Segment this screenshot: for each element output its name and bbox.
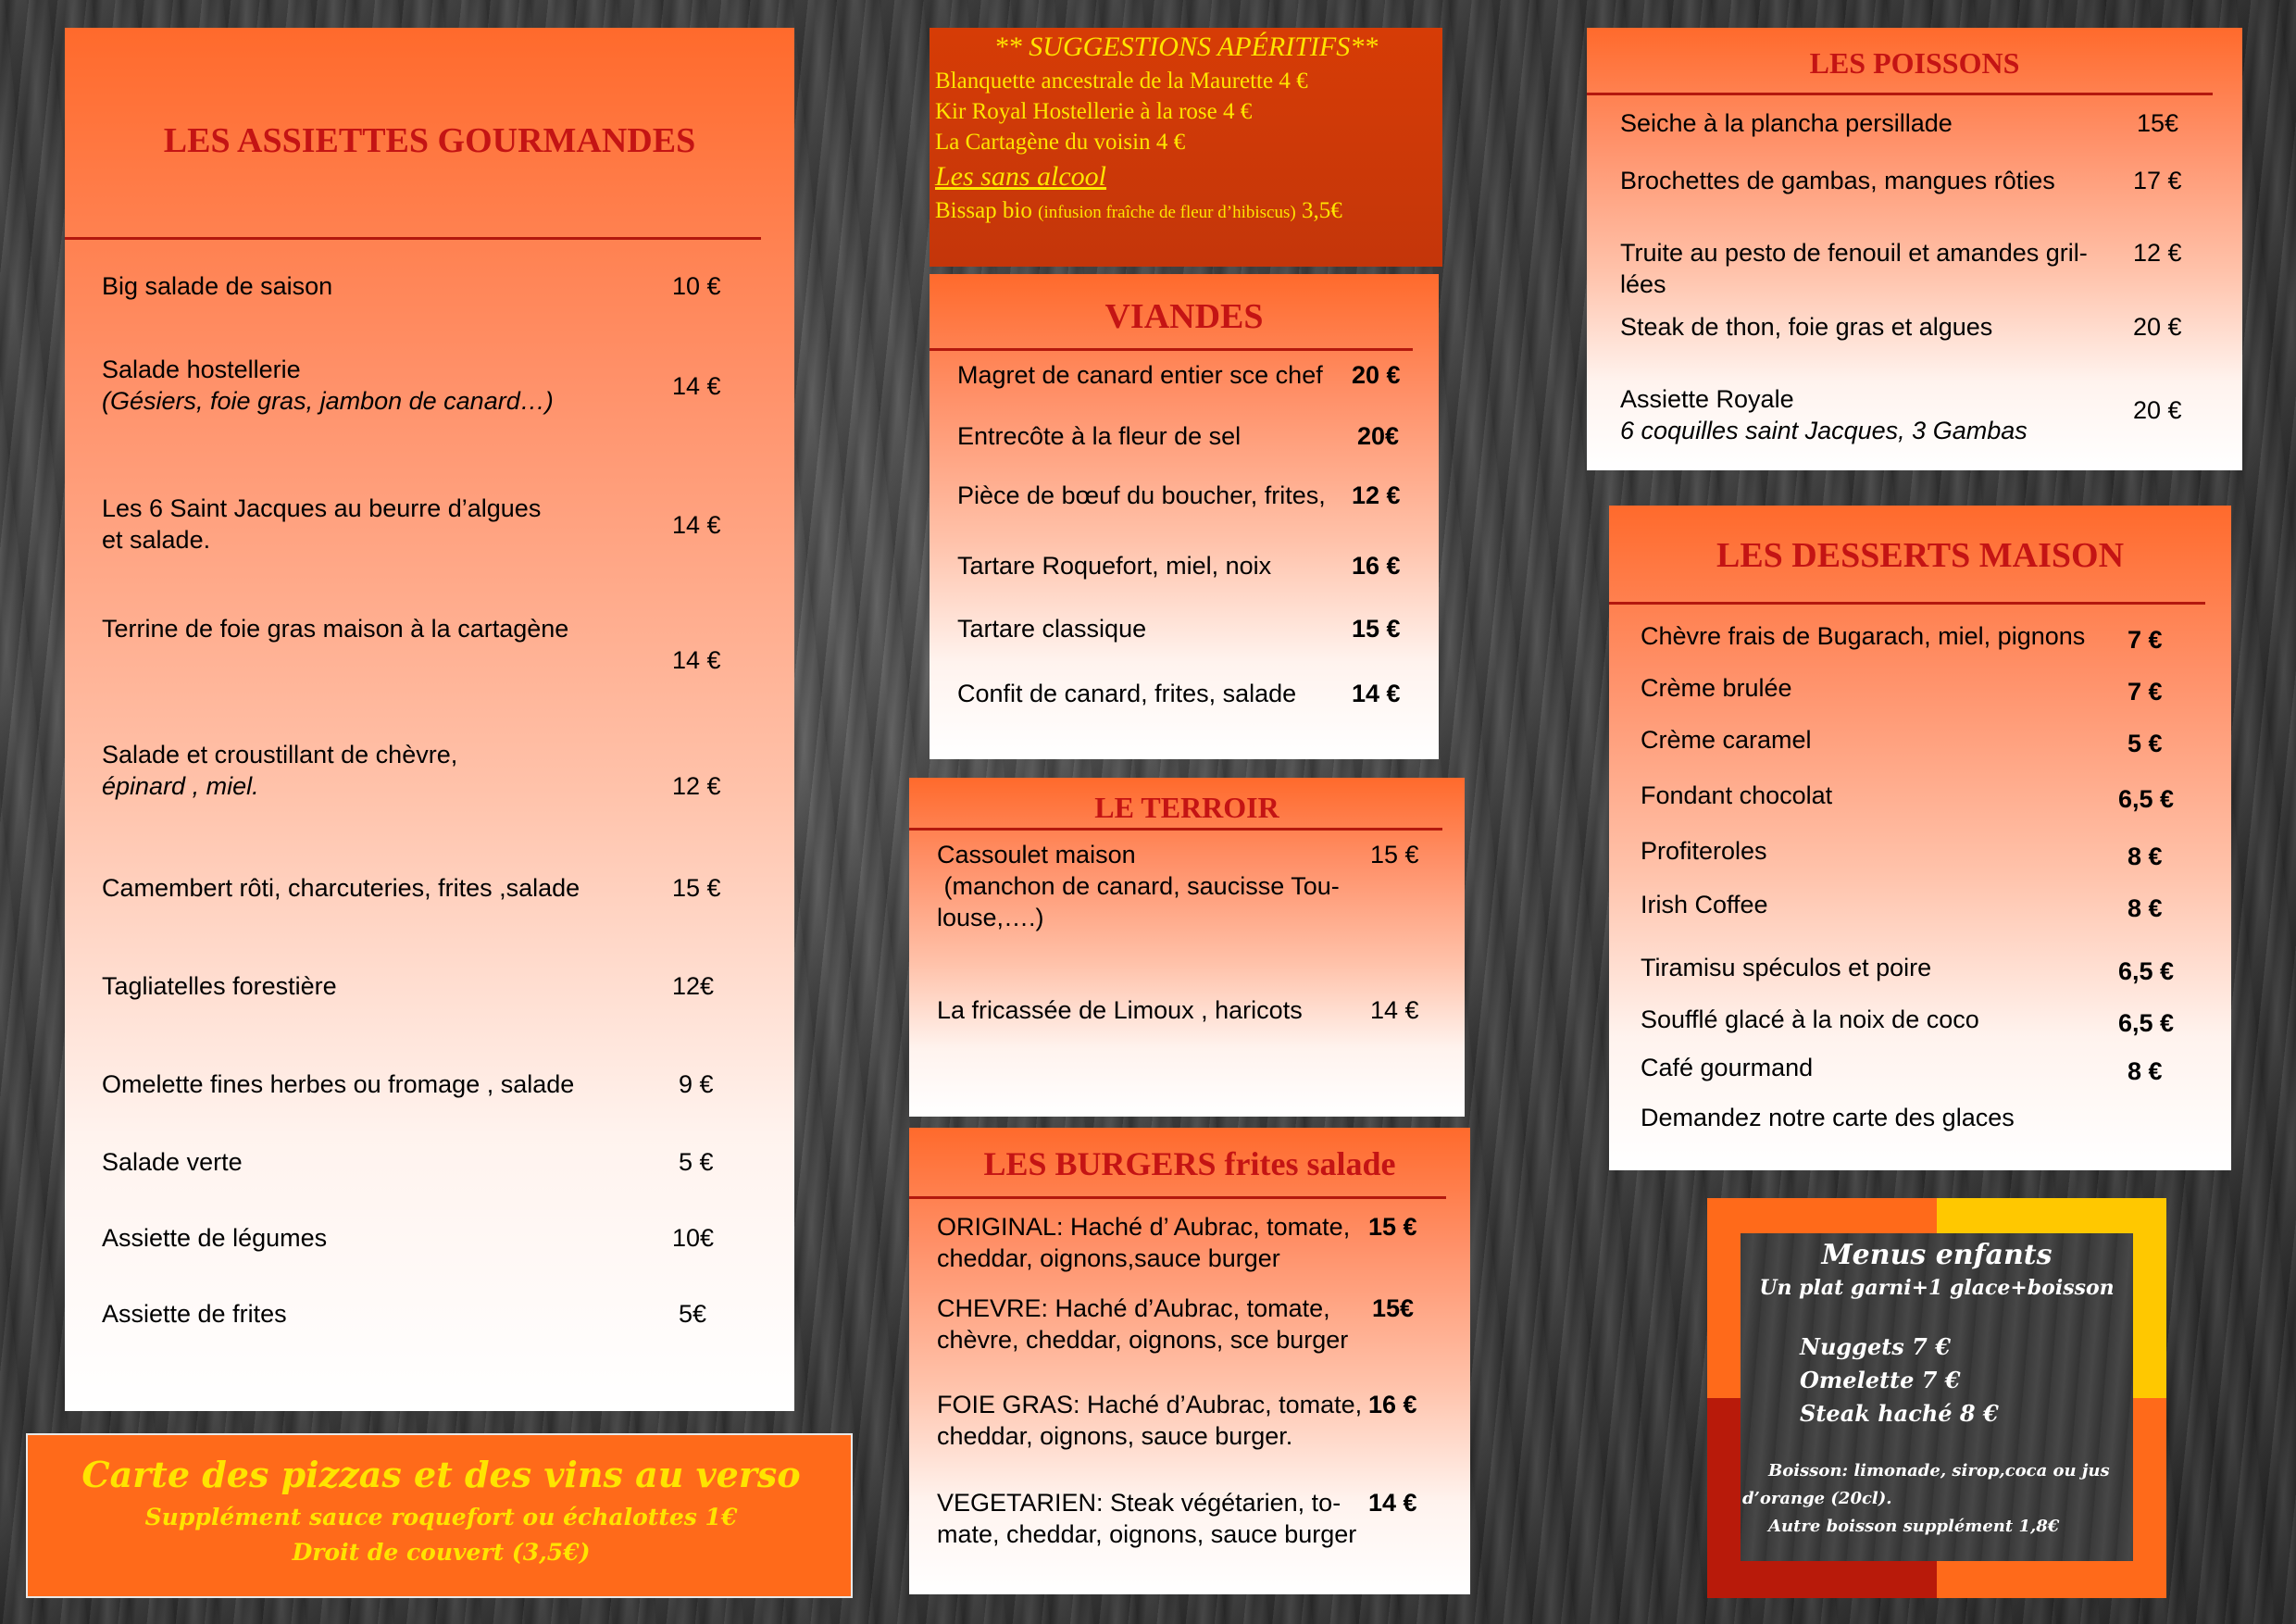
item-price: 14 € xyxy=(672,372,721,400)
list-item: Tartare classique xyxy=(957,615,1147,643)
item-price: 12 € xyxy=(2133,239,2182,267)
item-price: 15 € xyxy=(1370,841,1419,868)
item-price: 14 € xyxy=(1352,680,1401,707)
viandes-panel xyxy=(930,274,1439,759)
list-item: Profiteroles xyxy=(1641,837,1767,865)
list-item: Les 6 Saint Jacques au beurre d’algues et salade. xyxy=(102,494,542,554)
burgers-panel xyxy=(909,1128,1470,1594)
item-price: 15 € xyxy=(672,874,721,902)
item-price: 5 € xyxy=(2128,730,2163,757)
viandes-rule xyxy=(930,348,1413,351)
desserts-title: LES DESSERTS MAISON xyxy=(1716,536,2125,575)
item-price: 6,5 € xyxy=(2118,957,2175,985)
item-price: 15€ xyxy=(1372,1294,1415,1322)
footer-banner xyxy=(26,1433,853,1598)
item-price: 6,5 € xyxy=(2118,785,2175,813)
poissons-rule xyxy=(1587,93,2213,95)
viandes-title: VIANDES xyxy=(1104,297,1264,336)
list-item: La fricassée de Limoux , haricots xyxy=(937,996,1303,1024)
item-price: 17 € xyxy=(2133,167,2182,194)
item-price: 14 € xyxy=(672,646,721,674)
list-item: Crème brulée xyxy=(1641,674,1792,702)
list-item: Crème caramel xyxy=(1641,726,1812,754)
list-item: Tartare Roquefort, miel, noix xyxy=(957,552,1272,580)
list-item: Assiette Royale 6 coquilles saint Jacques, 3 Gambas xyxy=(1620,385,2028,444)
item-price: 14 € xyxy=(1368,1489,1417,1517)
list-item: Fondant chocolat xyxy=(1641,781,1833,809)
item-price: 7 € xyxy=(2128,626,2163,654)
list-item: Irish Coffee xyxy=(1641,891,1768,918)
list-item: Camembert rôti, charcuteries, frites ,salade xyxy=(102,874,580,902)
aperitif-line: Kir Royal Hostellerie à la rose 4 € xyxy=(935,99,1253,124)
list-item: Steak de thon, foie gras et algues xyxy=(1620,313,1993,341)
item-price: 6,5 € xyxy=(2118,1009,2175,1037)
item-price: 15€ xyxy=(2137,109,2179,137)
burgers-title: LES BURGERS frites salade xyxy=(983,1145,1396,1182)
enfants-title: Menus enfants xyxy=(1821,1239,2053,1271)
item-price: 16 € xyxy=(1352,552,1401,580)
list-item: Tagliatelles forestière xyxy=(102,972,337,1000)
terroir-title: LE TERROIR xyxy=(1094,791,1279,824)
assiettes-panel xyxy=(65,28,794,1411)
aperitifs-panel xyxy=(930,28,1442,267)
desserts-rule xyxy=(1609,602,2205,605)
item-price: 7 € xyxy=(2128,678,2163,706)
enfants-drink: Boisson: limonade, sirop,coca ou jus xyxy=(1768,1461,2110,1480)
item-price: 12 € xyxy=(1352,481,1401,509)
item-price: 15 € xyxy=(1352,615,1401,643)
aperitif-line: La Cartagène du voisin 4 € xyxy=(935,130,1186,155)
terroir-panel xyxy=(909,778,1465,1117)
desserts-panel xyxy=(1609,506,2231,1170)
item-price: 8 € xyxy=(2128,1057,2163,1085)
enfants-dish: Steak haché 8 € xyxy=(1800,1400,1999,1427)
item-price: 20 € xyxy=(2133,396,2182,424)
footer-line-2: Supplément sauce roquefort ou échalottes 1€ xyxy=(144,1504,738,1530)
item-price: 8 € xyxy=(2128,843,2163,870)
enfants-drink: Autre boisson supplément 1,8€ xyxy=(1768,1517,2060,1536)
list-item: Cassoulet maison (manchon de canard, saucisse Tou- louse,….) xyxy=(937,841,1340,931)
item-price: 14 € xyxy=(1370,996,1419,1024)
enfants-frame xyxy=(1707,1198,2166,1598)
sans-alcool-label: Les sans alcool xyxy=(935,161,1107,192)
enfants-dish: Omelette 7 € xyxy=(1800,1367,1961,1393)
item-price: 16 € xyxy=(1368,1391,1417,1418)
list-item: VEGETARIEN: Steak végétarien, to- mate, cheddar, oignons, sauce burger xyxy=(937,1489,1357,1548)
list-item: Entrecôte à la fleur de sel xyxy=(957,422,1242,450)
item-price: 9 € xyxy=(679,1070,714,1098)
list-item: Big salade de saison xyxy=(102,272,333,300)
list-item: Seiche à la plancha persillade xyxy=(1620,109,1953,137)
desserts-note: Demandez notre carte des glaces xyxy=(1641,1104,2015,1131)
item-price: 10€ xyxy=(672,1224,715,1252)
list-item: Chèvre frais de Bugarach, miel, pignons xyxy=(1641,622,2086,650)
poissons-panel xyxy=(1587,28,2242,470)
list-item: FOIE GRAS: Haché d’Aubrac, tomate, cheddar, oignons, sauce burger. xyxy=(937,1391,1363,1450)
list-item: CHEVRE: Haché d’Aubrac, tomate, chèvre, cheddar, oignons, sce burger xyxy=(937,1294,1349,1354)
poissons-title: LES POISSONS xyxy=(1809,46,2020,80)
aperitif-line: Blanquette ancestrale de la Maurette 4 € xyxy=(935,69,1308,94)
burgers-rule xyxy=(909,1196,1446,1199)
list-item: Tiramisu spéculos et poire xyxy=(1641,954,1932,981)
item-price: 20 € xyxy=(1352,361,1401,389)
list-item: ORIGINAL: Haché d’ Aubrac, tomate, cheddar, oignons,sauce burger xyxy=(937,1213,1351,1272)
list-item: Terrine de foie gras maison à la cartagène xyxy=(102,615,569,643)
list-item: Salade hostellerie (Gésiers, foie gras, jambon de canard…) xyxy=(102,356,554,415)
footer-line-3: Droit de couvert (3,5€) xyxy=(292,1539,591,1566)
item-price: 8 € xyxy=(2128,894,2163,922)
terroir-rule xyxy=(909,828,1442,831)
item-price: 14 € xyxy=(672,511,721,539)
list-item: Salade verte xyxy=(102,1148,243,1176)
list-item: Assiette de légumes xyxy=(102,1224,328,1252)
item-price: 5 € xyxy=(679,1148,714,1176)
aperitifs-title: ** SUGGESTIONS APÉRITIFS** xyxy=(993,31,1379,62)
enfants-chalkboard xyxy=(1741,1233,2133,1561)
item-price: 5€ xyxy=(679,1300,707,1328)
assiettes-rule xyxy=(65,237,761,240)
item-price: 20€ xyxy=(1357,422,1400,450)
enfants-dish: Nuggets 7 € xyxy=(1800,1333,1951,1360)
enfants-subtitle: Un plat garni+1 glace+boisson xyxy=(1759,1276,2115,1300)
item-price: 15 € xyxy=(1368,1213,1417,1241)
assiettes-title: LES ASSIETTES GOURMANDES xyxy=(163,121,696,160)
bissap-line: Bissap bio (infusion fraîche de fleur d’hibiscus) 3,5€ xyxy=(935,198,1342,223)
list-item: Omelette fines herbes ou fromage , salade xyxy=(102,1070,575,1098)
item-price: 10 € xyxy=(672,272,721,300)
list-item: Truite au pesto de fenouil et amandes gril- lées xyxy=(1620,239,2088,298)
list-item: Confit de canard, frites, salade xyxy=(957,680,1297,707)
item-price: 12€ xyxy=(672,972,715,1000)
list-item: Pièce de bœuf du boucher, frites, xyxy=(957,481,1326,509)
list-item: Salade et croustillant de chèvre, épinard , miel. xyxy=(102,741,458,800)
list-item: Assiette de frites xyxy=(102,1300,287,1328)
item-price: 20 € xyxy=(2133,313,2182,341)
list-item: Magret de canard entier sce chef xyxy=(957,361,1323,389)
list-item: Soufflé glacé à la noix de coco xyxy=(1641,1006,1979,1033)
list-item: Café gourmand xyxy=(1641,1054,1814,1081)
item-price: 12 € xyxy=(672,772,721,800)
footer-line-1: Carte des pizzas et des vins au verso xyxy=(81,1454,801,1495)
enfants-drink: d’orange (20cl). xyxy=(1742,1489,1892,1508)
list-item: Brochettes de gambas, mangues rôties xyxy=(1620,167,2055,194)
